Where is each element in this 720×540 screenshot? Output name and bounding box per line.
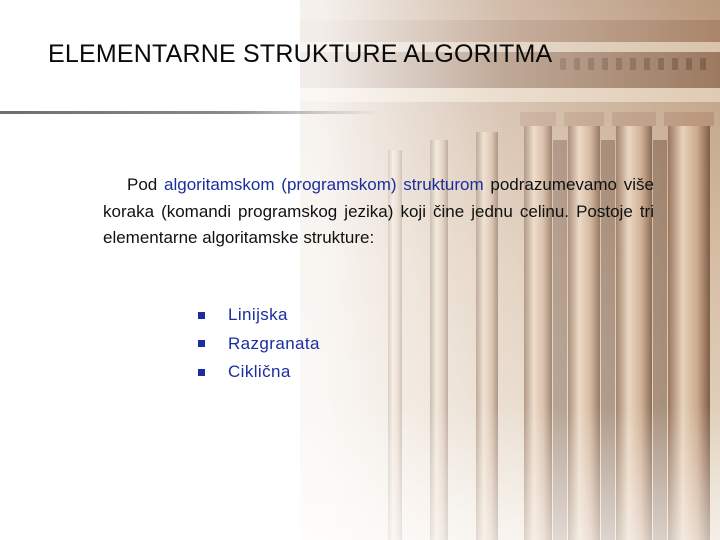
structure-bullet-list bbox=[198, 301, 320, 387]
list-item bbox=[198, 358, 320, 387]
bullet-label: Linijska bbox=[228, 305, 288, 324]
list-item bbox=[198, 330, 320, 359]
title-underline-divider bbox=[0, 111, 380, 114]
intro-text-after: podrazumevamo više koraka (komandi programskog jezika) koji čine jednu celinu. Postoje tri elementarne algoritamske strukture: bbox=[103, 175, 654, 247]
bullet-label: Razgranata bbox=[228, 333, 320, 353]
intro-highlight-term: algoritamskom (programskom) strukturom bbox=[164, 175, 484, 194]
square-bullet-icon bbox=[198, 369, 205, 376]
intro-text-before: Pod bbox=[127, 175, 165, 194]
square-bullet-icon bbox=[198, 340, 205, 347]
bullet-label: Ciklična bbox=[228, 362, 291, 381]
square-bullet-icon bbox=[198, 312, 205, 319]
slide-title: ELEMENTARNE STRUKTURE ALGORITMA bbox=[48, 40, 553, 68]
intro-paragraph bbox=[103, 172, 654, 252]
list-item bbox=[198, 301, 320, 330]
